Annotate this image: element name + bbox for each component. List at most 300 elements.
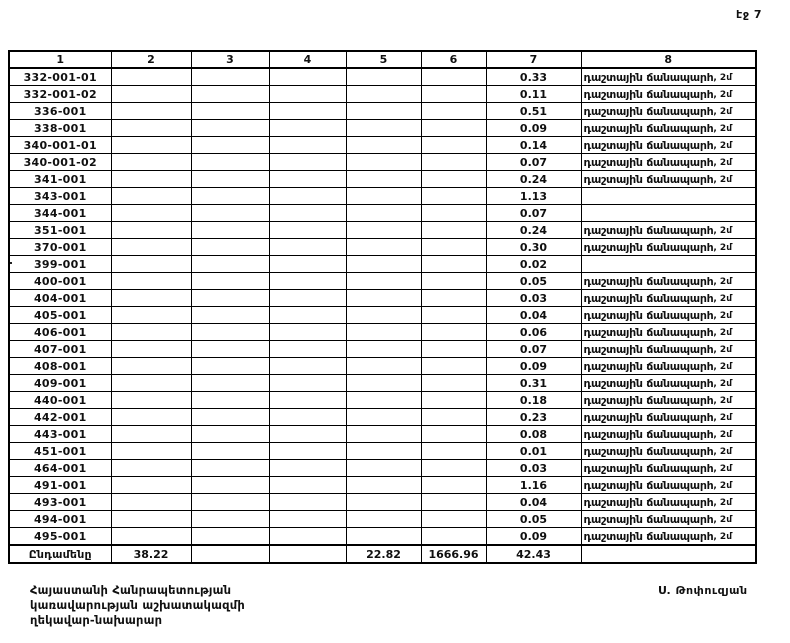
land-use-width-suffix: , 2մ (713, 89, 732, 100)
cell-area-value: 0.14 (486, 137, 581, 154)
cell-empty-col6 (421, 188, 486, 205)
land-use-width-suffix: , 2մ (713, 123, 732, 134)
cell-empty-col6 (421, 341, 486, 358)
cell-empty-col5 (346, 154, 421, 171)
cell-empty-col6 (421, 120, 486, 137)
cell-empty-col2 (111, 120, 191, 137)
cell-empty-col3 (191, 494, 269, 511)
cell-empty-col4 (269, 409, 346, 426)
table-row (9, 239, 756, 256)
cell-empty-col6 (421, 392, 486, 409)
cell-empty-col5 (346, 477, 421, 494)
cell-empty-col2 (111, 205, 191, 222)
cell-code: 336-001 (9, 103, 111, 120)
cell-land-use (581, 409, 756, 426)
cell-land-use (581, 460, 756, 477)
cell-area-value: 0.08 (486, 426, 581, 443)
land-use-label: դաշտային ճանապարհ (583, 376, 714, 390)
cell-empty-col6 (421, 103, 486, 120)
column-header-3: 3 (191, 51, 269, 68)
total-col6: 1666.96 (421, 545, 486, 563)
total-col8 (581, 545, 756, 563)
land-use-width-suffix: , 2մ (713, 514, 732, 525)
land-use-width-suffix: , 2մ (713, 361, 732, 372)
cell-land-use (581, 273, 756, 290)
table-header (9, 51, 756, 68)
table-row (9, 68, 756, 86)
cell-empty-col5 (346, 324, 421, 341)
cell-empty-col4 (269, 477, 346, 494)
cell-area-value: 0.04 (486, 307, 581, 324)
cell-empty-col3 (191, 511, 269, 528)
land-use-width-suffix: , 2մ (713, 293, 732, 304)
cell-area-value: 0.51 (486, 103, 581, 120)
land-use-width-suffix: , 2մ (713, 497, 732, 508)
total-col5: 22.82 (346, 545, 421, 563)
cell-empty-col6 (421, 86, 486, 103)
cell-land-use (581, 443, 756, 460)
cell-empty-col3 (191, 392, 269, 409)
total-col7: 42.43 (486, 545, 581, 563)
table-row (9, 324, 756, 341)
table-row (9, 392, 756, 409)
cell-land-use (581, 86, 756, 103)
land-use-width-suffix: , 2մ (713, 480, 732, 491)
cell-empty-col2 (111, 239, 191, 256)
cell-land-use (581, 154, 756, 171)
cell-empty-col6 (421, 375, 486, 392)
cell-empty-col5 (346, 443, 421, 460)
scan-artifact-dot (10, 262, 12, 264)
cell-land-use (581, 103, 756, 120)
land-use-label: դաշտային ճանապարհ (583, 308, 714, 322)
cell-code: 340-001-02 (9, 154, 111, 171)
cell-area-value: 0.31 (486, 375, 581, 392)
cell-empty-col6 (421, 324, 486, 341)
cell-code: 404-001 (9, 290, 111, 307)
cell-area-value: 0.23 (486, 409, 581, 426)
cell-empty-col2 (111, 137, 191, 154)
signature-name: Ս. Թոփուզյան (658, 584, 748, 597)
cell-empty-col3 (191, 239, 269, 256)
cell-empty-col2 (111, 460, 191, 477)
column-header-6: 6 (421, 51, 486, 68)
cell-empty-col4 (269, 154, 346, 171)
table-row (9, 290, 756, 307)
cell-area-value: 0.09 (486, 528, 581, 546)
cell-code: 338-001 (9, 120, 111, 137)
table-row (9, 256, 756, 273)
cell-empty-col3 (191, 154, 269, 171)
cell-empty-col2 (111, 222, 191, 239)
cell-empty-col2 (111, 528, 191, 546)
cell-empty-col5 (346, 120, 421, 137)
cell-empty-col4 (269, 120, 346, 137)
column-header-4: 4 (269, 51, 346, 68)
cell-land-use (581, 307, 756, 324)
cell-empty-col3 (191, 86, 269, 103)
cell-area-value: 1.13 (486, 188, 581, 205)
land-use-label: դաշտային ճանապարհ (583, 444, 714, 458)
cell-empty-col2 (111, 68, 191, 86)
cell-area-value: 0.24 (486, 171, 581, 188)
cell-land-use (581, 341, 756, 358)
cell-land-use (581, 528, 756, 546)
column-header-8: 8 (581, 51, 756, 68)
land-use-width-suffix: , 2մ (713, 446, 732, 457)
cell-empty-col3 (191, 443, 269, 460)
table-row (9, 273, 756, 290)
cell-code: 370-001 (9, 239, 111, 256)
cell-empty-col5 (346, 426, 421, 443)
cell-empty-col5 (346, 409, 421, 426)
cell-empty-col4 (269, 273, 346, 290)
table-row (9, 511, 756, 528)
cell-land-use (581, 120, 756, 137)
total-label: Ընդամենը (9, 545, 111, 563)
cell-land-use (581, 477, 756, 494)
cell-area-value: 0.03 (486, 460, 581, 477)
land-use-label: դաշտային ճանապարհ (583, 342, 714, 356)
table-row (9, 341, 756, 358)
cell-empty-col4 (269, 528, 346, 546)
cell-land-use (581, 68, 756, 86)
cell-empty-col6 (421, 273, 486, 290)
land-use-label: դաշտային ճանապարհ (583, 427, 714, 441)
cell-code: 443-001 (9, 426, 111, 443)
cell-land-use (581, 171, 756, 188)
land-use-width-suffix: , 2մ (713, 106, 732, 117)
land-use-label: դաշտային ճանապարհ (583, 410, 714, 424)
land-use-width-suffix: , 2մ (713, 429, 732, 440)
land-use-width-suffix: , 2մ (713, 395, 732, 406)
cell-land-use (581, 392, 756, 409)
cell-empty-col2 (111, 341, 191, 358)
cell-area-value: 0.05 (486, 511, 581, 528)
cell-empty-col5 (346, 86, 421, 103)
cell-land-use (581, 239, 756, 256)
cell-land-use (581, 494, 756, 511)
cell-empty-col4 (269, 494, 346, 511)
cell-empty-col3 (191, 528, 269, 546)
cell-empty-col2 (111, 443, 191, 460)
cell-empty-col4 (269, 222, 346, 239)
cell-empty-col5 (346, 239, 421, 256)
cell-code: 409-001 (9, 375, 111, 392)
cell-empty-col4 (269, 256, 346, 273)
cell-code: 405-001 (9, 307, 111, 324)
cell-empty-col5 (346, 511, 421, 528)
cell-empty-col2 (111, 409, 191, 426)
table-row (9, 528, 756, 546)
page-number-label: էջ 7 (736, 8, 762, 21)
cell-empty-col3 (191, 120, 269, 137)
cell-empty-col6 (421, 511, 486, 528)
cell-area-value: 0.24 (486, 222, 581, 239)
cell-empty-col3 (191, 137, 269, 154)
land-use-width-suffix: , 2մ (713, 310, 732, 321)
land-use-label: դաշտային ճանապարհ (583, 240, 714, 254)
cell-empty-col2 (111, 307, 191, 324)
cell-code: 495-001 (9, 528, 111, 546)
cell-code: 491-001 (9, 477, 111, 494)
cell-empty-col2 (111, 103, 191, 120)
cell-area-value: 0.01 (486, 443, 581, 460)
cell-area-value: 0.30 (486, 239, 581, 256)
table-row (9, 358, 756, 375)
cell-land-use (581, 426, 756, 443)
cell-empty-col5 (346, 188, 421, 205)
cell-empty-col6 (421, 222, 486, 239)
total-col3 (191, 545, 269, 563)
table-row (9, 188, 756, 205)
land-use-label: դաշտային ճանապարհ (583, 512, 714, 526)
cell-code: 406-001 (9, 324, 111, 341)
cell-empty-col4 (269, 375, 346, 392)
cell-land-use (581, 375, 756, 392)
cell-empty-col6 (421, 205, 486, 222)
cell-empty-col5 (346, 222, 421, 239)
cell-empty-col6 (421, 494, 486, 511)
cell-empty-col3 (191, 341, 269, 358)
land-use-label: դաշտային ճանապարհ (583, 495, 714, 509)
cell-empty-col4 (269, 426, 346, 443)
cell-empty-col4 (269, 171, 346, 188)
cell-empty-col3 (191, 256, 269, 273)
cell-empty-col2 (111, 324, 191, 341)
cell-empty-col2 (111, 256, 191, 273)
cell-empty-col4 (269, 137, 346, 154)
cell-empty-col5 (346, 273, 421, 290)
cell-area-value: 0.07 (486, 341, 581, 358)
cell-area-value: 0.11 (486, 86, 581, 103)
table-row (9, 137, 756, 154)
cell-empty-col5 (346, 460, 421, 477)
cell-empty-col4 (269, 460, 346, 477)
table-row (9, 494, 756, 511)
cell-area-value: 0.04 (486, 494, 581, 511)
land-use-label: դաշտային ճանապարհ (583, 274, 714, 288)
cell-code: 343-001 (9, 188, 111, 205)
cell-area-value: 1.16 (486, 477, 581, 494)
cell-empty-col4 (269, 358, 346, 375)
cell-empty-col4 (269, 86, 346, 103)
cell-code: 407-001 (9, 341, 111, 358)
cell-land-use (581, 222, 756, 239)
land-use-label: դաշտային ճանապարհ (583, 155, 714, 169)
table-body (9, 68, 756, 563)
cell-empty-col5 (346, 256, 421, 273)
cell-empty-col6 (421, 68, 486, 86)
cell-code: 332-001-02 (9, 86, 111, 103)
cell-empty-col5 (346, 137, 421, 154)
land-use-label: դաշտային ճանապարհ (583, 461, 714, 475)
table-row (9, 460, 756, 477)
cell-area-value: 0.02 (486, 256, 581, 273)
cell-empty-col2 (111, 494, 191, 511)
land-use-width-suffix: , 2մ (713, 72, 732, 83)
cell-empty-col6 (421, 137, 486, 154)
cell-land-use (581, 188, 756, 205)
cell-area-value: 0.06 (486, 324, 581, 341)
cell-code: 494-001 (9, 511, 111, 528)
cell-land-use (581, 137, 756, 154)
cell-empty-col6 (421, 358, 486, 375)
cell-empty-col2 (111, 392, 191, 409)
cell-land-use (581, 324, 756, 341)
cell-empty-col4 (269, 68, 346, 86)
cell-empty-col3 (191, 188, 269, 205)
land-use-label: դաշտային ճանապարհ (583, 70, 714, 84)
cell-empty-col3 (191, 205, 269, 222)
cell-empty-col5 (346, 375, 421, 392)
table-row (9, 86, 756, 103)
cell-empty-col2 (111, 86, 191, 103)
cell-land-use (581, 256, 756, 273)
table-row (9, 307, 756, 324)
cell-empty-col5 (346, 528, 421, 546)
cell-empty-col3 (191, 222, 269, 239)
cell-empty-col2 (111, 511, 191, 528)
land-use-width-suffix: , 2մ (713, 327, 732, 338)
cell-empty-col5 (346, 341, 421, 358)
land-use-label: դաշտային ճանապարհ (583, 359, 714, 373)
column-header-5: 5 (346, 51, 421, 68)
cell-area-value: 0.07 (486, 154, 581, 171)
cell-code: 341-001 (9, 171, 111, 188)
total-col4 (269, 545, 346, 563)
cell-empty-col6 (421, 256, 486, 273)
cell-empty-col2 (111, 188, 191, 205)
cell-code: 332-001-01 (9, 68, 111, 86)
land-use-label: դաշտային ճանապարհ (583, 291, 714, 305)
cell-empty-col6 (421, 528, 486, 546)
cell-empty-col3 (191, 477, 269, 494)
cell-empty-col6 (421, 426, 486, 443)
land-use-width-suffix: , 2մ (713, 174, 732, 185)
authority-block (30, 583, 245, 628)
table-row (9, 205, 756, 222)
table-row (9, 120, 756, 137)
authority-line-2: կառավարության աշխատակազմի (30, 598, 245, 612)
table-row (9, 443, 756, 460)
cell-empty-col6 (421, 154, 486, 171)
cell-land-use (581, 205, 756, 222)
cell-area-value: 0.09 (486, 120, 581, 137)
land-use-width-suffix: , 2մ (713, 276, 732, 287)
cell-empty-col4 (269, 205, 346, 222)
cell-code: 442-001 (9, 409, 111, 426)
cell-land-use (581, 290, 756, 307)
total-col2: 38.22 (111, 545, 191, 563)
cell-code: 400-001 (9, 273, 111, 290)
land-use-width-suffix: , 2մ (713, 378, 732, 389)
cell-empty-col6 (421, 171, 486, 188)
land-use-width-suffix: , 2մ (713, 157, 732, 168)
cell-code: 340-001-01 (9, 137, 111, 154)
cell-empty-col5 (346, 68, 421, 86)
table-row (9, 409, 756, 426)
table-row (9, 426, 756, 443)
column-header-2: 2 (111, 51, 191, 68)
cell-empty-col4 (269, 341, 346, 358)
cell-area-value: 0.33 (486, 68, 581, 86)
table-row (9, 103, 756, 120)
land-use-width-suffix: , 2մ (713, 344, 732, 355)
land-use-width-suffix: , 2մ (713, 225, 732, 236)
cell-empty-col2 (111, 426, 191, 443)
cell-empty-col5 (346, 358, 421, 375)
cell-empty-col3 (191, 290, 269, 307)
cell-land-use (581, 358, 756, 375)
column-header-7: 7 (486, 51, 581, 68)
land-use-width-suffix: , 2մ (713, 463, 732, 474)
cell-empty-col5 (346, 290, 421, 307)
cell-empty-col2 (111, 171, 191, 188)
table-row (9, 477, 756, 494)
cell-area-value: 0.03 (486, 290, 581, 307)
cell-empty-col3 (191, 409, 269, 426)
cell-empty-col5 (346, 494, 421, 511)
cell-empty-col3 (191, 171, 269, 188)
cell-code: 399-001 (9, 256, 111, 273)
table-row (9, 154, 756, 171)
cadastral-table (8, 50, 757, 564)
cell-area-value: 0.09 (486, 358, 581, 375)
cell-empty-col2 (111, 273, 191, 290)
land-use-width-suffix: , 2մ (713, 412, 732, 423)
cell-empty-col4 (269, 324, 346, 341)
land-use-label: դաշտային ճանապարհ (583, 393, 714, 407)
cell-empty-col4 (269, 392, 346, 409)
cell-code: 344-001 (9, 205, 111, 222)
cell-empty-col6 (421, 477, 486, 494)
authority-line-3: ղեկավար-նախարար (30, 613, 163, 627)
land-use-label: դաշտային ճանապարհ (583, 138, 714, 152)
cell-empty-col3 (191, 375, 269, 392)
land-use-label: դաշտային ճանապարհ (583, 121, 714, 135)
cell-empty-col4 (269, 307, 346, 324)
column-header-1: 1 (9, 51, 111, 68)
land-use-label: դաշտային ճանապարհ (583, 223, 714, 237)
table-row (9, 171, 756, 188)
cell-empty-col6 (421, 443, 486, 460)
cell-empty-col4 (269, 188, 346, 205)
cell-empty-col3 (191, 426, 269, 443)
cell-land-use (581, 511, 756, 528)
cell-empty-col3 (191, 324, 269, 341)
cell-empty-col4 (269, 443, 346, 460)
cell-empty-col3 (191, 307, 269, 324)
table-total-row (9, 545, 756, 563)
cell-empty-col2 (111, 358, 191, 375)
cell-code: 440-001 (9, 392, 111, 409)
cell-empty-col4 (269, 239, 346, 256)
cell-empty-col4 (269, 103, 346, 120)
land-use-label: դաշտային ճանապարհ (583, 325, 714, 339)
land-use-label: դաշտային ճանապարհ (583, 87, 714, 101)
authority-line-1: Հայաստանի Հանրապետության (30, 583, 232, 597)
cell-code: 451-001 (9, 443, 111, 460)
cell-code: 464-001 (9, 460, 111, 477)
cell-area-value: 0.05 (486, 273, 581, 290)
land-use-width-suffix: , 2մ (713, 140, 732, 151)
cell-empty-col3 (191, 358, 269, 375)
cell-empty-col3 (191, 460, 269, 477)
cell-empty-col6 (421, 409, 486, 426)
cell-empty-col5 (346, 103, 421, 120)
cell-code: 351-001 (9, 222, 111, 239)
